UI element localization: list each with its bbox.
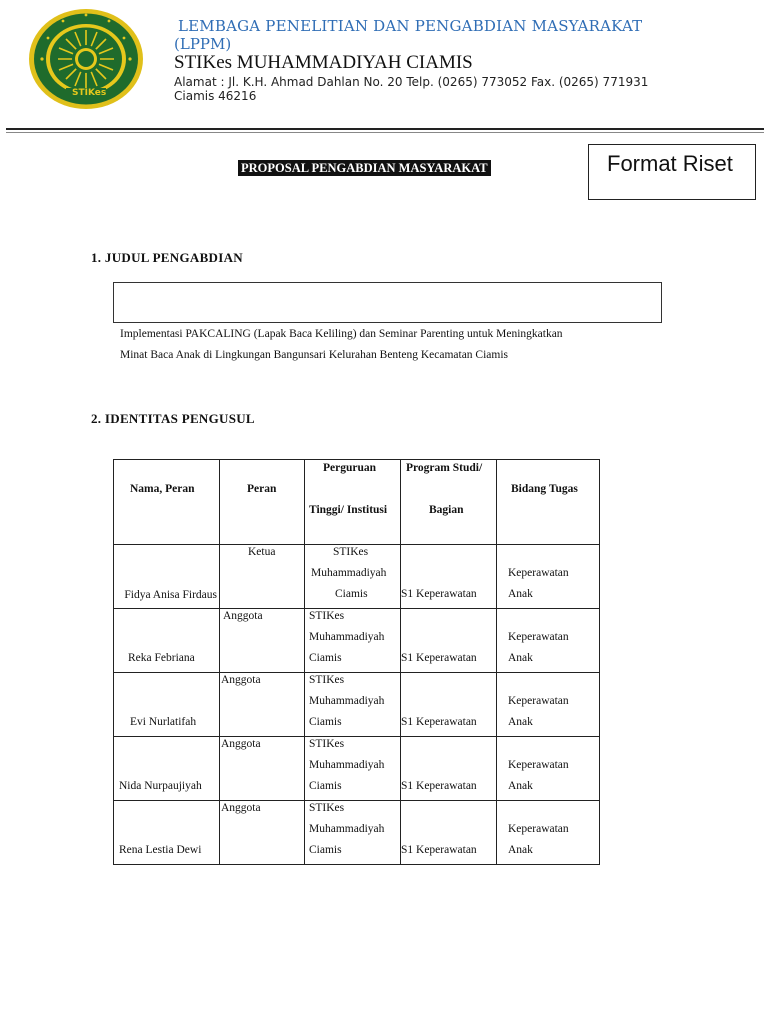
cell-nama: Nida Nurpaujiyah [114, 737, 220, 801]
table-row [114, 673, 600, 737]
table-row [114, 545, 600, 609]
proposal-title: PROPOSAL PENGABDIAN MASYARAKAT [238, 160, 491, 176]
cell-institusi: STIKes Muhammadiyah Ciamis [305, 609, 401, 673]
cell-nama: Rena Lestia Dewi [114, 801, 220, 865]
cell-nama: Evi Nurlatifah [114, 673, 220, 737]
col-peran-header: Peran [220, 460, 305, 545]
table-row [114, 737, 600, 801]
table-header-row [114, 460, 600, 545]
cell-institusi: STIKes Muhammadiyah Ciamis [305, 673, 401, 737]
cell-bidang: Keperawatan Anak [497, 609, 600, 673]
cell-prodi: S1 Keperawatan [401, 737, 497, 801]
cell-prodi: S1 Keperawatan [401, 609, 497, 673]
cell-prodi: S1 Keperawatan [401, 673, 497, 737]
project-title-line1: Implementasi PAKCALING (Lapak Baca Keliling) dan Seminar Parenting untuk Meningkatkan [120, 328, 563, 340]
table-row [114, 609, 600, 673]
cell-peran: Ketua [220, 545, 305, 609]
header-divider-thin [6, 132, 764, 133]
col-bidang-header: Bidang Tugas [497, 460, 600, 545]
cell-peran: Anggota [220, 609, 305, 673]
cell-peran: Anggota [220, 673, 305, 737]
cell-nama: Fidya Anisa Firdaus [114, 545, 220, 609]
cell-prodi: S1 Keperawatan [401, 545, 497, 609]
project-title [120, 324, 660, 366]
project-title-line2: Minat Baca Anak di Lingkungan Bangunsari Kelurahan Benteng Kecamatan Ciamis [120, 349, 509, 361]
cell-prodi: S1 Keperawatan [401, 801, 497, 865]
title-input-box [113, 282, 662, 323]
col-prodi-header: Program Studi/ Bagian [401, 460, 497, 545]
col-institusi-header: Perguruan Tinggi/ Institusi [305, 460, 401, 545]
cell-bidang: Keperawatan Anak [497, 801, 600, 865]
institution-address: Alamat : Jl. K.H. Ahmad Dahlan No. 20 Telp. (0265) 773052 Fax. (0265) 771931 Ciamis 46216 [174, 75, 649, 103]
institution-line2: (LPPM) [174, 35, 232, 53]
institution-line1: LEMBAGA PENELITIAN DAN PENGABDIAN MASYARAKAT [178, 17, 643, 35]
section1-heading: 1. JUDUL PENGABDIAN [91, 250, 243, 265]
section2-heading: 2. IDENTITAS PENGUSUL [91, 411, 255, 426]
proposer-table [113, 459, 600, 865]
cell-institusi: STIKes Muhammadiyah Ciamis [305, 545, 401, 609]
cell-institusi: STIKes Muhammadiyah Ciamis [305, 737, 401, 801]
cell-peran: Anggota [220, 737, 305, 801]
cell-bidang: Keperawatan Anak [497, 737, 600, 801]
table-row [114, 801, 600, 865]
institution-logo [28, 8, 144, 110]
cell-bidang: Keperawatan Anak [497, 673, 600, 737]
format-label: Format Riset [607, 151, 733, 176]
header-divider [6, 128, 764, 130]
institution-name: STIKes MUHAMMADIYAH CIAMIS [174, 52, 473, 73]
cell-bidang: Keperawatan Anak [497, 545, 600, 609]
logo-text: STIKes [72, 88, 107, 98]
cell-peran: Anggota [220, 801, 305, 865]
cell-institusi: STIKes Muhammadiyah Ciamis [305, 801, 401, 865]
col-nama-header: Nama, Peran [114, 460, 220, 545]
cell-nama: Reka Febriana [114, 609, 220, 673]
